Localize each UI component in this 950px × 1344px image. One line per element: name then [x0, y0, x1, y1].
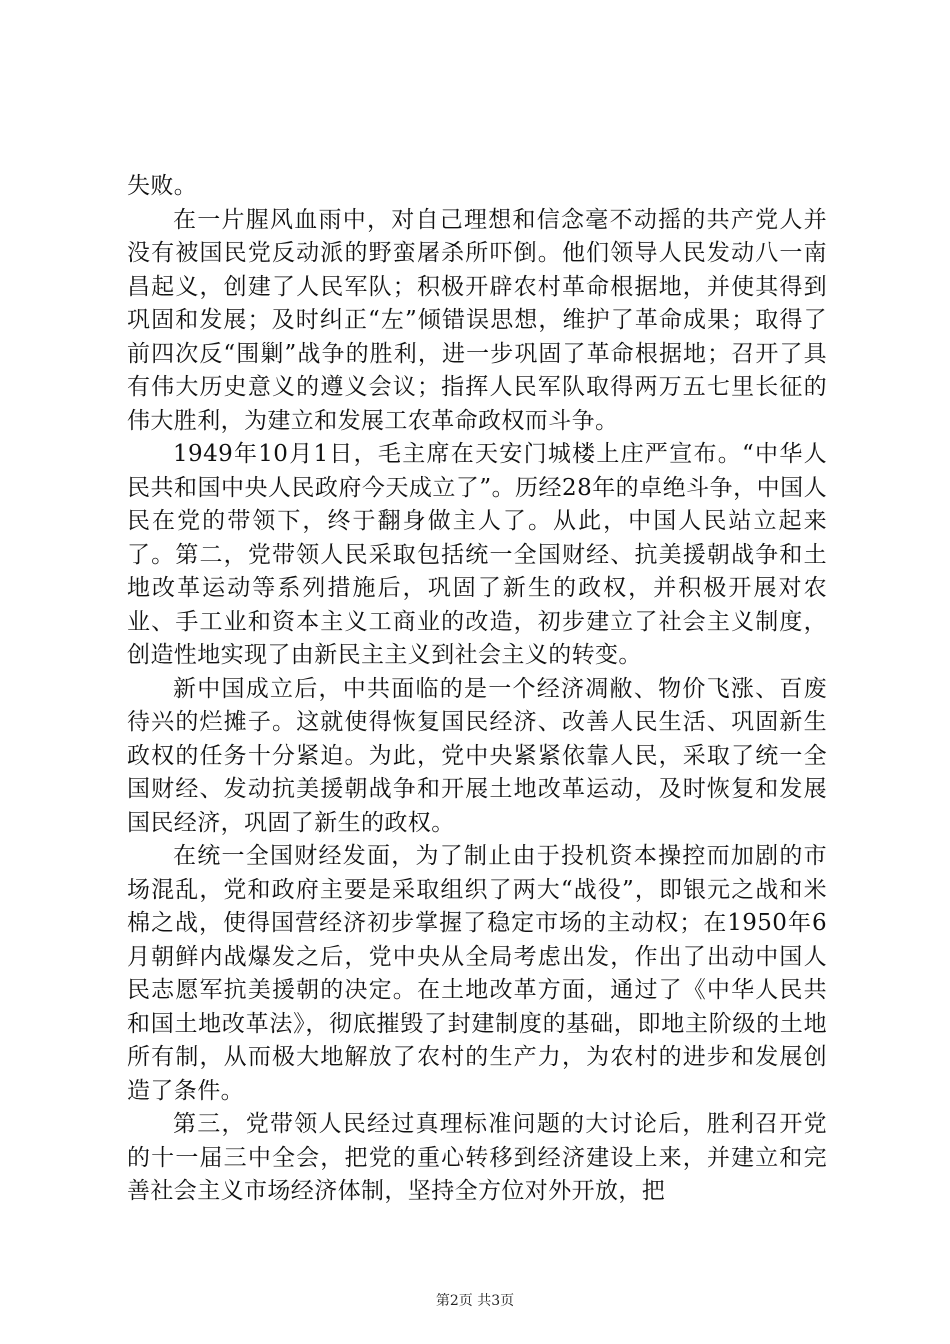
paragraph: 在统一全国财经发面，为了制止由于投机资本操控而加剧的市场混乱，党和政府主要是采取组织了两大“战役”，即银元之战和米棉之战，使得国营经济初步掌握了稳定市场的主动权；在1950年6月朝鲜内战爆发之后，党中央从全局考虑出发，作出了出动中国人民志愿军抗美援朝的决定。在土地改革方面，通过了《中华人民共和国土地改革法》，彻底摧毁了封建制度的基础，即地主阶级的土地所有制，从而极大地解放了农村的生产力，为农村的进步和发展创造了条件。: [127, 843, 827, 1104]
paragraph: 在一片腥风血雨中，对自己理想和信念毫不动摇的共产党人并没有被国民党反动派的野蛮屠杀所吓倒。他们领导人民发动八一南昌起义，创建了人民军队；积极开辟农村革命根据地，并使其得到巩固和发展；及时纠正“左”倾错误思想，维护了革命成果；取得了前四次反“围剿”战争的胜利，进一步巩固了革命根据地；召开了具有伟大历史意义的遵义会议；指挥人民军队取得两万五七里长征的伟大胜利，为建立和发展工农革命政权而斗争。: [127, 206, 827, 434]
paragraph: 失败。: [127, 173, 198, 199]
paragraph: 1949年10月1日，毛主席在天安门城楼上庄严宣布。“中华人民共和国中央人民政府今天成立了”。历经28年的卓绝斗争，中国人民在党的带领下，终于翻身做主人了。从此，中国人民站立起来了。第二，党带领人民采取包括统一全国财经、抗美援朝战争和土地改革运动等系列措施后，巩固了新生的政权，并积极开展对农业、手工业和资本主义工商业的改造，初步建立了社会主义制度，创造性地实现了由新民主主义到社会主义的转变。: [127, 441, 827, 668]
paragraph: 新中国成立后，中共面临的是一个经济凋敝、物价飞涨、百废待兴的烂摊子。这就使得恢复国民经济、改善人民生活、巩固新生政权的任务十分紧迫。为此，党中央紧紧依靠人民，采取了统一全国财经、发动抗美援朝战争和开展土地改革运动，及时恢复和发展国民经济，巩固了新生的政权。: [127, 675, 827, 836]
paragraph: 第三，党带领人民经过真理标准问题的大讨论后，胜利召开党的十一届三中全会，把党的重心转移到经济建设上来，并建立和完善社会主义市场经济体制，坚持全方位对外开放，把: [127, 1111, 827, 1204]
page-footer: 第2页 共3页: [435, 1293, 515, 1309]
document-body: [127, 170, 827, 1209]
